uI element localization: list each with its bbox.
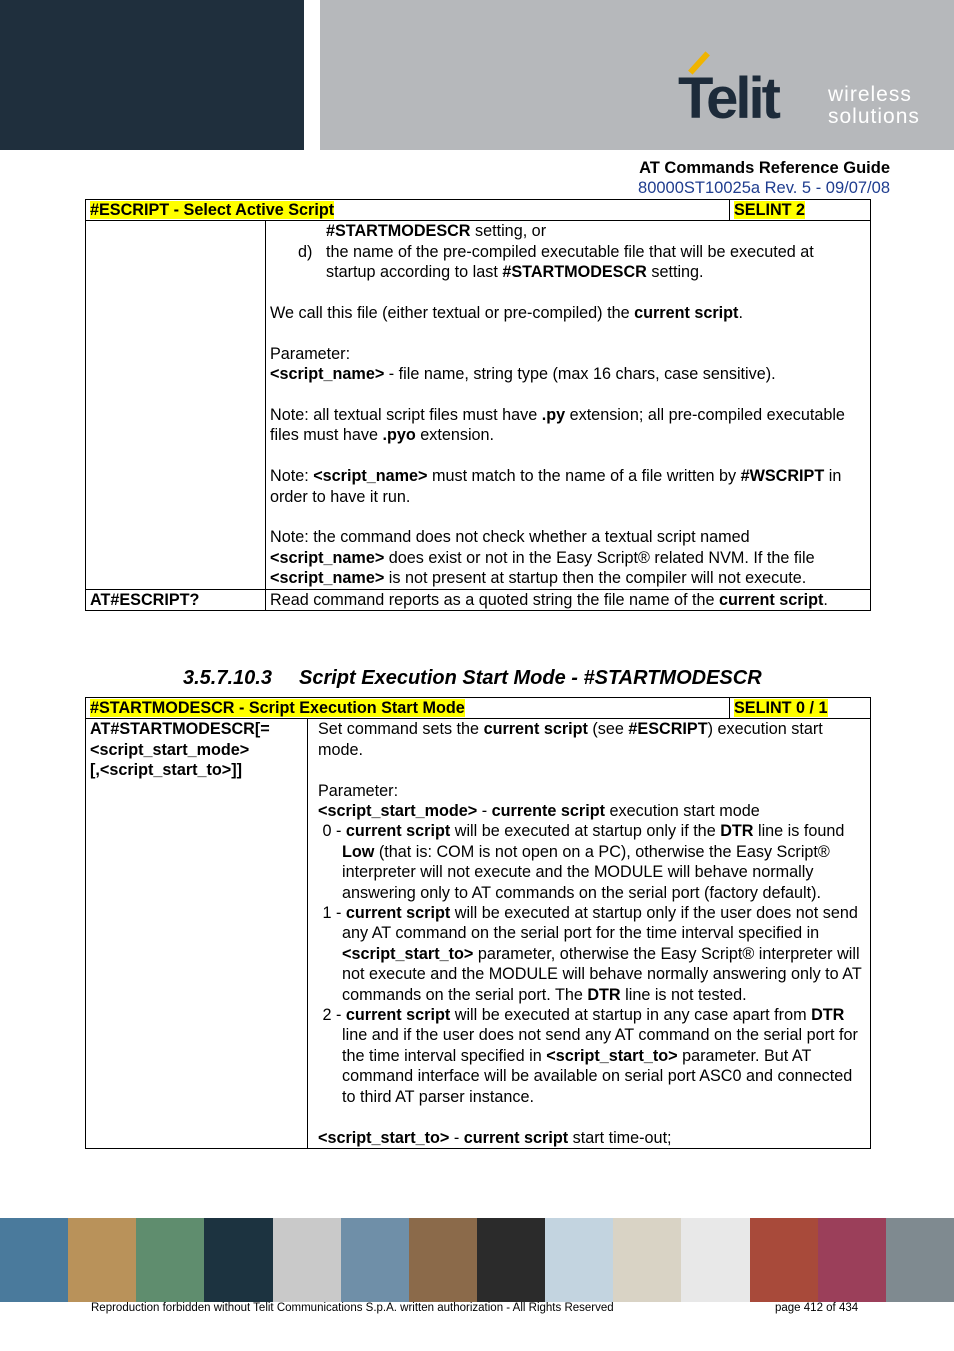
footer-photo-strip	[0, 1218, 954, 1302]
telit-logo	[678, 48, 938, 138]
current-script-definition: We call this file (either textual or pre-compiled) the current script.	[270, 304, 743, 323]
set-command-description: Set command sets the current script (see #ESCRIPT) execution start mode.	[318, 720, 823, 759]
footer-photo-tile	[477, 1218, 545, 1302]
logo-tagline: wireless solutions	[828, 83, 920, 128]
parameter-label: Parameter:	[270, 344, 351, 363]
table-title: #STARTMODESCR - Script Execution Start Mode	[90, 699, 465, 717]
footer-photo-tile	[681, 1218, 749, 1302]
table-header-row	[86, 200, 871, 221]
footer-photo-tile	[750, 1218, 818, 1302]
logo-brand: Telit	[678, 66, 778, 131]
table-header-row	[86, 698, 871, 719]
page-number: page 412 of 434	[775, 1302, 859, 1314]
note-wscript: Note: <script_name> must match to the name of a file written by #WSCRIPT in order to have it run.	[270, 467, 842, 506]
read-command-description: Read command reports as a quoted string the file name of the current script.	[266, 589, 871, 610]
header-dark-panel	[0, 0, 304, 150]
table-row	[86, 589, 871, 610]
table-row	[86, 221, 871, 589]
parameter-start-mode: <script_start_mode> - currente script execution start mode	[318, 802, 760, 821]
footer-photo-tile	[886, 1218, 954, 1302]
selint-badge: SELINT 0 / 1	[734, 699, 828, 717]
footer-photo-tile	[273, 1218, 341, 1302]
footer-photo-tile	[409, 1218, 477, 1302]
footer-photo-tile	[545, 1218, 613, 1302]
guide-title: AT Commands Reference Guide	[639, 159, 890, 177]
footer-photo-tile	[613, 1218, 681, 1302]
read-command: AT#ESCRIPT?	[90, 590, 200, 609]
table-row	[86, 719, 871, 1149]
footer-photo-tile	[136, 1218, 204, 1302]
selint-badge: SELINT 2	[734, 201, 806, 219]
parameter-start-timeout: <script_start_to> - current script start time-out;	[318, 1128, 672, 1147]
footer-photo-tile	[341, 1218, 409, 1302]
footer-photo-tile	[204, 1218, 272, 1302]
document-revision: 80000ST10025a Rev. 5 - 09/07/08	[638, 179, 890, 197]
value-1: 1 - current script will be executed at startup only if the user does not send any AT command on the serial port for the time interval specified in <script_start_to> parameter, otherwise the Easy Script® interpreter will not execute and the MODULE will behave normally answering only to AT commands on the serial port. The DTR line is not tested.	[318, 904, 862, 1004]
footer-photo-tile	[0, 1218, 68, 1302]
section-number: 3.5.7.10.3	[183, 667, 272, 689]
parameter-label: Parameter:	[318, 781, 399, 800]
value-0: 0 - current script will be executed at startup only if the DTR line is found Low (that is: COM is not open on a PC), otherwise the Easy Script® interpreter will not execute and the MODULE will behave normally answering only to AT commands on the serial port (factory default).	[318, 822, 845, 902]
startmodescr-table	[85, 697, 871, 1149]
table-title: #ESCRIPT - Select Active Script	[90, 201, 335, 219]
value-2: 2 - current script will be executed at startup in any case apart from DTR line and if the user does not send any AT command on the serial port for the time interval specified in <script_start_to> parameter. But AT command interface will be available on serial port ASC0 and connected to third AT parser instance.	[318, 1006, 858, 1106]
footer-copyright: Reproduction forbidden without Telit Communications S.p.A. written authorization - All Rights Reserved	[91, 1302, 614, 1314]
note-extensions: Note: all textual script files must have .py extension; all pre-compiled executable files must have .pyo extension.	[270, 406, 845, 445]
list-item-d: d) the name of the pre-compiled executable file that will be executed at startup according to last #STARTMODESCR setting.	[298, 242, 814, 282]
section-heading	[183, 667, 762, 690]
parameter-description: <script_name> - file name, string type (max 16 chars, case sensitive).	[270, 365, 776, 384]
escript-table	[85, 199, 871, 611]
note-nvm: Note: the command does not check whether a textual script named <script_name> does exist or not in the Easy Script® related NVM. If the file <script_name> is not present at startup then the compiler will not execute.	[270, 528, 815, 588]
section-title: Script Execution Start Mode - #STARTMODESCR	[299, 667, 762, 689]
list-continuation: #STARTMODESCR setting, or	[326, 222, 547, 241]
footer-photo-tile	[68, 1218, 136, 1302]
footer-photo-tile	[818, 1218, 886, 1302]
set-command-syntax: AT#STARTMODESCR[= <script_start_mode> [,<script_start_to>]]	[86, 719, 308, 1149]
